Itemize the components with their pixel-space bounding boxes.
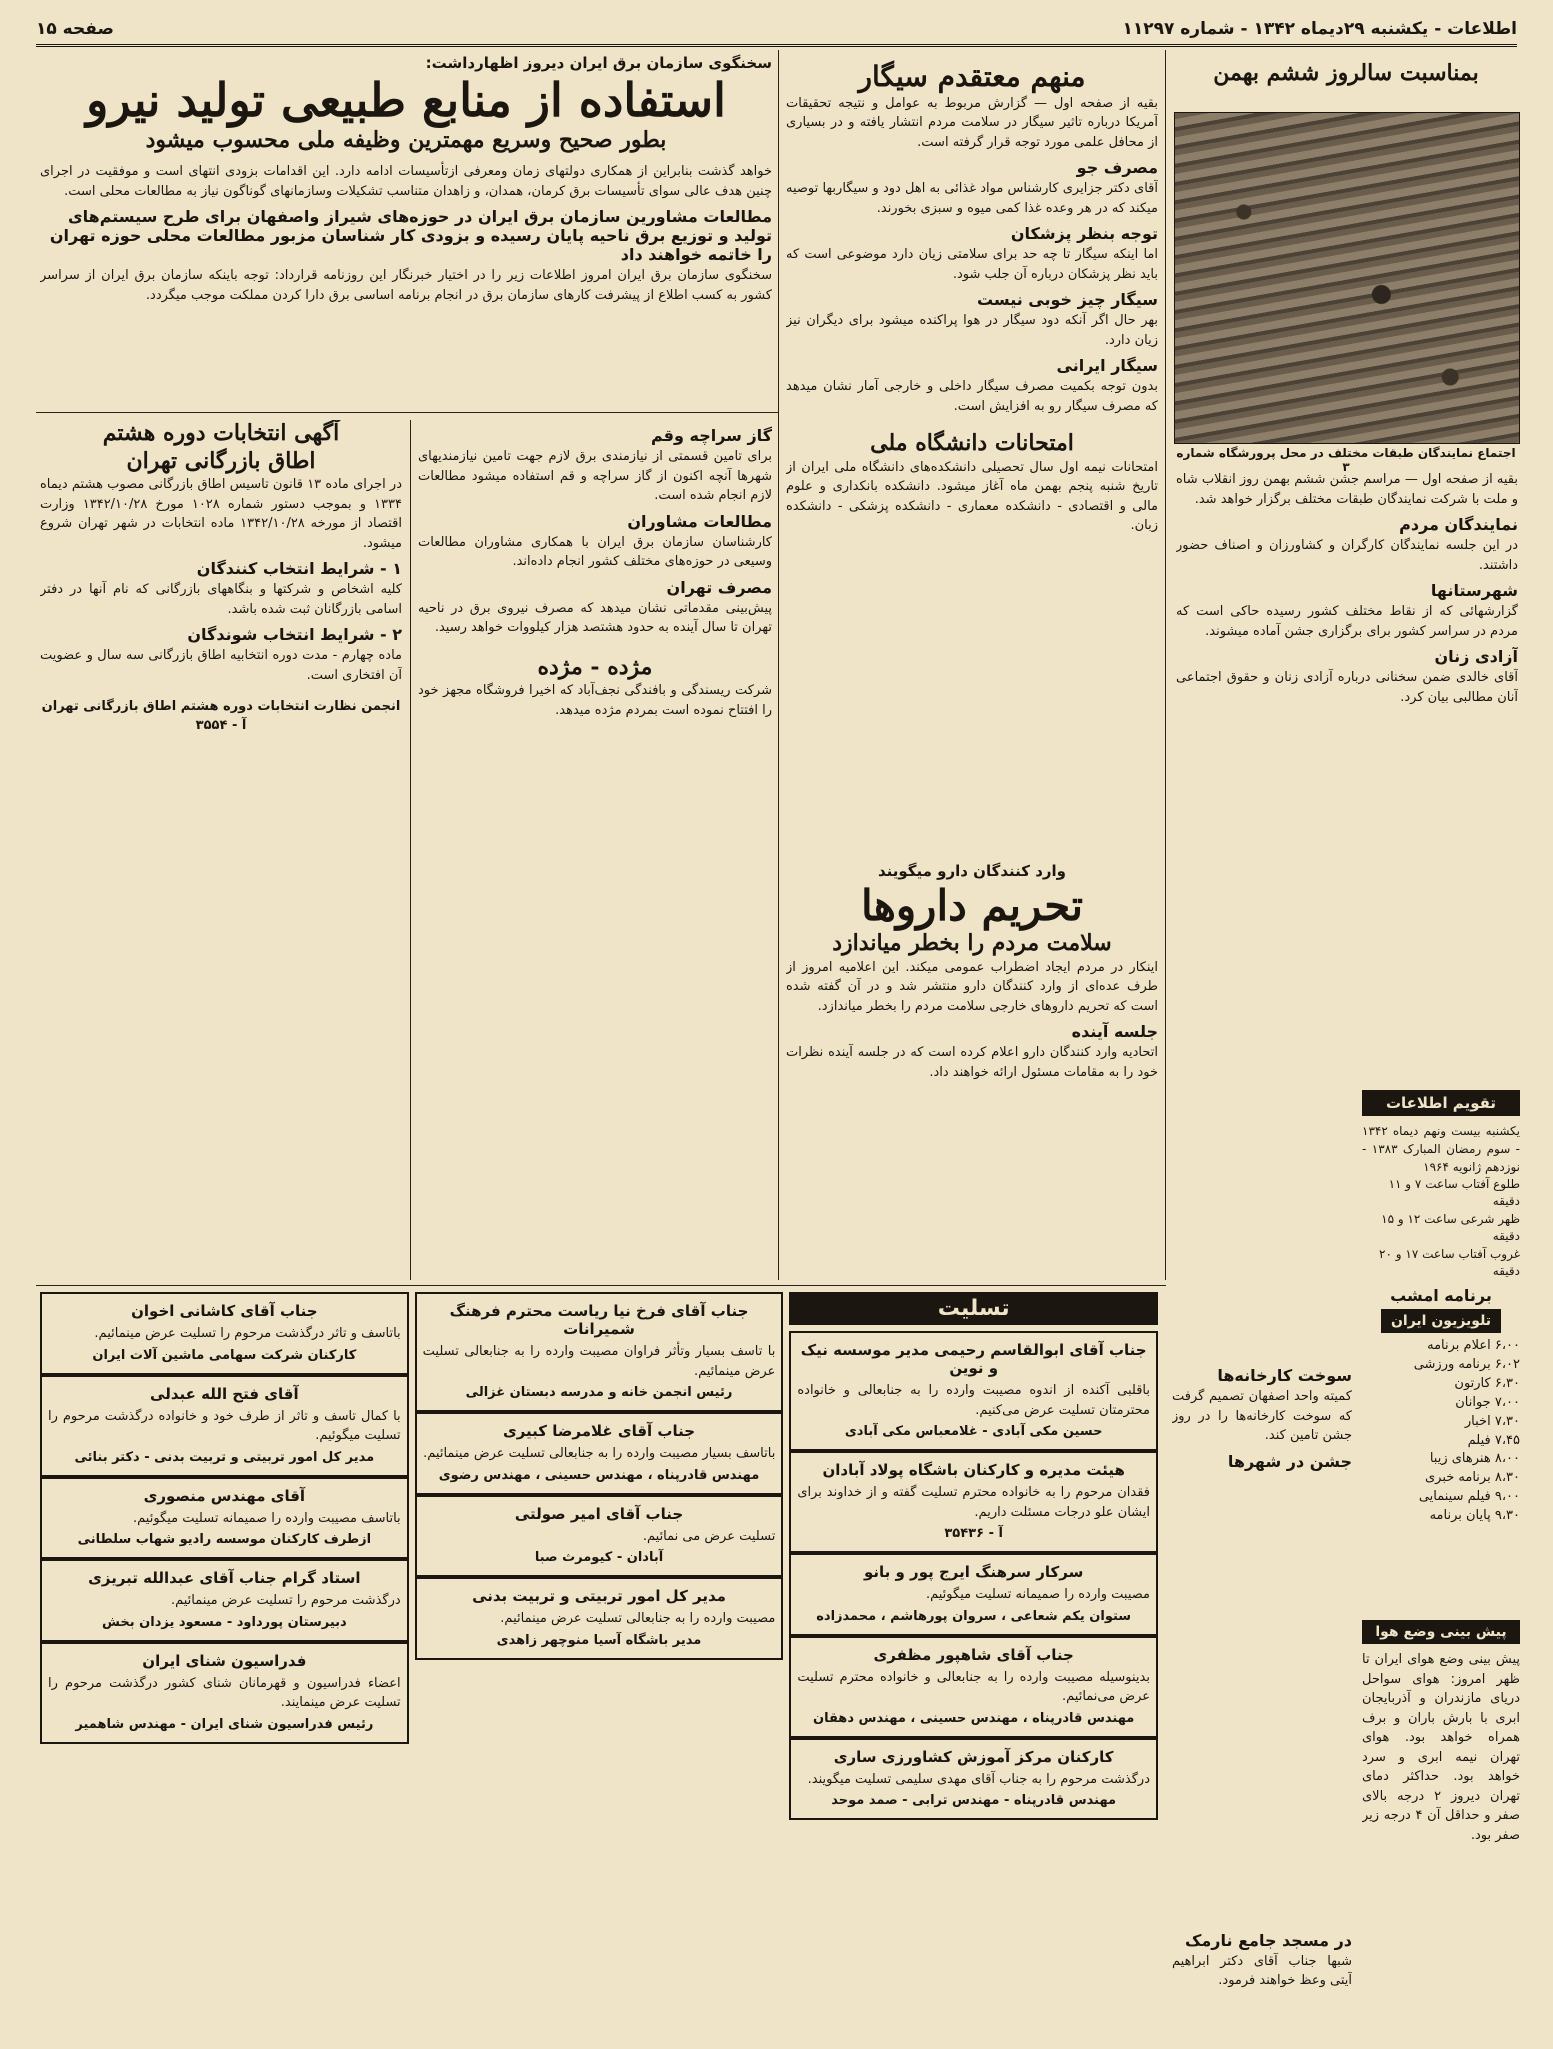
power-subhead: بطور صحیح وسریع مهمترین وظیفه ملی محسوب میشود xyxy=(145,126,667,153)
election-code: آ - ۳۵۵۴ xyxy=(195,718,247,733)
condolence-ad-title: آقای مهندس منصوری xyxy=(143,1486,306,1505)
mosque-title: در مسجد جامع نارمک xyxy=(1185,1930,1352,1950)
election-text: ماده چهارم - مدت دوره انتخابیه اطاق بازرگانی سه سال و عضویت آن افتخاری است. xyxy=(40,648,402,683)
tv-item: ۶،۰۰ اعلام برنامه xyxy=(1427,1338,1520,1354)
condolence-ad-text: مصیبت وارده را صمیمانه تسلیت میگوئیم. xyxy=(925,1587,1150,1602)
condolence-ad-sign: حسین مکی آبادی - غلامعباس مکی آبادی xyxy=(844,1424,1103,1439)
power-article-head xyxy=(40,52,772,412)
power-subhead-4: مصرف تهران xyxy=(666,577,772,597)
bahman-subhead: آزادی زنان xyxy=(1434,647,1518,666)
masthead xyxy=(36,14,1517,47)
condolence-ad-sign: ازطرف کارکنان موسسه رادیو شهاب سلطانی xyxy=(77,1532,372,1547)
mosque-text: شبها جناب آقای دکتر ابراهیم آیتی وعظ خواهند فرمود. xyxy=(1172,1953,1352,1988)
drugs-section: جلسه آینده xyxy=(1071,1022,1158,1042)
election-section: ۲ - شرایط انتخاب شوندگان xyxy=(187,625,402,644)
condolence-ad-sign: کارکنان شرکت سهامی ماشین آلات ایران xyxy=(92,1347,357,1363)
condolence-ad-text: با تاسف بسیار وتأثر فراوان مصیبت وارده را به جنابعالی تسلیت عرض مینمائیم. xyxy=(422,1344,776,1379)
cigarette-text: بدون توجه بکمیت مصرف سیگار داخلی و خارجی آمار نشان میدهد که مصرف سیگار رو به افزایش است. xyxy=(786,379,1158,414)
ceremony-photo xyxy=(1174,112,1520,444)
condolence-ad xyxy=(40,1375,409,1477)
tv-item: ۹،۰۰ فیلم سینمایی xyxy=(1418,1489,1520,1505)
power-subhead-3: مطالعات مشاوران xyxy=(627,511,772,531)
condolence-ad-sign: ستوان یکم شعاعی ، سروان پورهاشم ، محمدزاده xyxy=(816,1608,1132,1624)
condolence-ad-text: بدینوسیله مصیبت وارده را به جنابعالی و خانواده محترم تسلیت عرض می‌نمائیم. xyxy=(797,1669,1150,1704)
condolence-ad xyxy=(40,1292,409,1375)
exams-text: امتحانات نیمه اول سال تحصیلی دانشکده‌های دانشگاه ملی ایران از تاریخ شنبه پنجم بهمن ماه آغاز میشود. دانشکده بانکداری و علوم مالی و اقتصادی - دانشکده معماری - دانشکده پزشکی - دانشکده زبان. xyxy=(786,459,1158,534)
condolence-ad xyxy=(789,1331,1158,1451)
condolence-ad-text: باتاسف و تاثر درگذشت مرحوم را تسلیت عرض مینمائیم. xyxy=(94,1326,401,1341)
election-notice xyxy=(40,420,402,1280)
cigarette-text: بقیه از صفحه اول — گزارش مربوط به عوامل و نتیجه تحقیقات آمریکا درباره تاثیر سیگار در سلامت مردم انتشار یافته و در بسیاری از محافل علمی مورد توجه قرار گرفته است. xyxy=(786,95,1158,150)
condolence-ad xyxy=(415,1292,784,1412)
condolence-ad-text: باتاسف مصیبت وارده را صمیمانه تسلیت میگوئیم. xyxy=(133,1510,401,1526)
power-article-body xyxy=(418,420,772,1280)
condolence-ad-text: تسلیت عرض می نمائیم. xyxy=(642,1528,776,1544)
calendar-time: ظهر شرعی ساعت ۱۲ و ۱۵ دقیقه xyxy=(1381,1211,1520,1244)
condolence-ad-sign: رئیس انجمن خانه و مدرسه دبستان غزالی xyxy=(465,1385,733,1400)
election-text: در اجرای ماده ۱۳ قانون تاسیس اطاق بازرگانی مصوب هشتم دیماه ۱۳۳۴ و بموجب دستور شماره ۱۰۲۸ مورخ ۱۳۴۲/۱۰/۲۸ وزارت اقتصاد از مورخه ۱۳۴۲/۱۰/۲۸ ماده انتخابات در شهر تهران شروع میشود. xyxy=(40,477,402,551)
condolence-ad-text: اعضاء فدراسیون و قهرمانان شنای کشور درگذشت مرحوم را تسلیت عرض مینمایند. xyxy=(48,1675,401,1710)
tv-item: ۸،۰۰ هنرهای زیبا xyxy=(1429,1451,1520,1467)
column-rule xyxy=(778,50,779,1280)
condolence-ad xyxy=(415,1412,784,1495)
masthead-page-number: صفحه ۱۵ xyxy=(36,19,114,39)
condolence-ad-text: باتاسف بسیار مصیبت وارده را به جنابعالی تسلیت عرض مینمائیم. xyxy=(423,1446,776,1461)
condolence-ad xyxy=(415,1577,784,1660)
cigarette-text: بهر حال اگر آنکه دود سیگار در هوا پراکنده میشود برای دیگران نیز زیان دارد. xyxy=(786,313,1158,348)
condolence-ad-sign: مهندس قادرپناه ، مهندس حسینی ، مهندس دهقان xyxy=(812,1710,1135,1726)
drugs-headline: تحریم داروها xyxy=(860,881,1084,930)
condolence-ad xyxy=(789,1553,1158,1636)
condolence-ad-text: با کمال تاسف و تاثر از طرف خود و خانواده درگذشت مرحوم را تسلیت میگوئیم. xyxy=(48,1408,401,1443)
drugs-text: اینکار در مردم ایجاد اضطراب عمومی میکند. این اعلامیه امروز از طرف عده‌ای از وارد کنندگان دارو منتشر شد و در آن گفته شده است که تحریم داروهای خارجی سلامت مردم را بخطر میاندازد. xyxy=(786,959,1158,1014)
condolence-ad-sign: رئیس فدراسیون شنای ایران - مهندس شاهمیر xyxy=(75,1716,374,1732)
drugs-subhead: سلامت مردم را بخطر میاندازد xyxy=(832,930,1112,957)
condolence-ad-sign: آبادان - کیومرث صبا xyxy=(534,1550,664,1565)
condolence-ad-title: جناب آقای شاهپور مظفری xyxy=(873,1645,1074,1664)
power-text: برای تامین قسمتی از نیازمندی برق لازم جهت تامین نیازمندیهای شهرها آنچه اکنون از گاز سراچه و قم استفاده میشود مطالعات لازم انجام شده است. xyxy=(418,449,772,503)
bahman-headline: بمناسبت سالروز ششم بهمن xyxy=(1213,60,1479,86)
condolence-ad-sign: مهندس قادرپناه ، مهندس حسینی ، مهندس رضوی xyxy=(438,1467,760,1483)
bahman-continued xyxy=(1172,1360,1352,2000)
condolence-ad-sign: دبیرستان پورداود - مسعود یزدان بخش xyxy=(101,1614,347,1630)
column-rule xyxy=(410,420,411,1280)
election-signature: انجمن نظارت انتخابات دوره هشتم اطاق بازرگانی تهران xyxy=(41,699,401,714)
calendar-date: یکشنبه بیست ونهم دیماه ۱۳۴۲ - سوم رمضان المبارک ۱۳۸۳ - نوزدهم ژانویه ۱۹۶۴ xyxy=(1362,1124,1520,1174)
condolence-ad-title: فدراسیون شنای ایران xyxy=(142,1651,307,1670)
cigarette-article xyxy=(786,60,1158,890)
tv-item: ۷،۰۰ جوانان xyxy=(1455,1394,1520,1410)
tv-item: ۷،۴۵ فیلم xyxy=(1467,1432,1520,1448)
cigarette-text: اما اینکه سیگار تا چه حد برای سلامتی زیان دارد موضوعی است که باید نظر پزشکان درباره آن جلب شود. xyxy=(786,247,1158,282)
condolence-ad xyxy=(40,1477,409,1560)
condolence-ad-title: هیئت مدیره و کارکنان باشگاه پولاد آبادان xyxy=(822,1461,1125,1479)
calendar-box xyxy=(1362,1090,1520,1610)
drugs-kicker: وارد کنندگان دارو میگویند xyxy=(877,862,1066,880)
condolence-ad-text: درگذشت مرحوم را به جناب آقای مهدی سلیمی تسلیت میگویند. xyxy=(807,1771,1150,1787)
cigarette-subhead: سیگار ایرانی xyxy=(1056,356,1158,376)
condolence-ad-title: مدیر کل امور تربیتی و تربیت بدنی xyxy=(472,1587,726,1605)
weather-box xyxy=(1362,1620,1520,2020)
weather-text: پیش بینی وضع هوای ایران تا ظهر امروز: هوای سواحل دریای مازندران و آذربایجان ابری با بارش باران و برف همراه خواهد بود. هوای تهران نیمه ابری و سرد خواهد بود. حداکثر دمای تهران دیروز ۲ درجه بالای صفر و حداقل آن ۴ درجه زیر صفر بود. xyxy=(1362,1652,1520,1843)
condolence-ad-sign: آ - ۳۵۴۳۶ xyxy=(944,1526,1003,1541)
power-kicker: سخنگوی سازمان برق ایران دیروز اظهارداشت: xyxy=(425,54,772,72)
photo-caption: اجتماع نمایندگان طبقات مختلف در محل پرورشگاه شماره ۳ xyxy=(1176,446,1516,474)
power-text: پیش‌بینی مقدماتی نشان میدهد که مصرف نیروی برق در ناحیه تهران تا سال آینده به حدود هشتصد هزار کیلووات خواهد رسید. xyxy=(418,600,772,635)
drugs-article xyxy=(786,860,1158,1280)
weather-title: پیش بینی وضع هوا xyxy=(1362,1620,1520,1644)
condolence-ad-text: فقدان مرحوم را به خانواده محترم تسلیت گفته و از خداوند برای ایشان علو درجات مسئلت داریم. xyxy=(797,1485,1150,1520)
condolence-ad-title: استاد گرام جناب آقای عبدالله تبریزی xyxy=(88,1569,361,1587)
calendar-time: غروب آفتاب ساعت ۱۷ و ۲۰ دقیقه xyxy=(1379,1246,1520,1278)
condolence-ad xyxy=(40,1642,409,1744)
condolence-ad-title: سرکار سرهنگ ایرج پور و بانو xyxy=(863,1563,1084,1581)
condolence-ad xyxy=(789,1738,1158,1821)
bahman-subhead: سوخت کارخانه‌ها xyxy=(1217,1366,1352,1385)
election-section: ۱ - شرایط انتخاب کنندگان xyxy=(196,559,402,578)
tv-item: ۸،۳۰ برنامه خبری xyxy=(1424,1470,1520,1486)
good-news-headline: مژده - مژده xyxy=(537,653,653,680)
condolence-ad-title: جناب آقای فرخ نیا ریاست محترم فرهنگ شمیرانات xyxy=(449,1302,749,1338)
power-text: سخنگوی سازمان برق ایران امروز اطلاعات زیر را در اختیار خبرنگار این روزنامه قرارداد: توجه باینکه سازمان برق ایران از سراسر کشور به کسب اطلاع از پیشرفت کارهای سازمان برق در انجام برنامه اساسی برق دارا کردن مملکت موجب میگردد. xyxy=(40,268,772,303)
bahman-text: در این جلسه نمایندگان کارگران و کشاورزان و اصناف حضور داشتند. xyxy=(1176,538,1518,573)
condolence-ad xyxy=(789,1451,1158,1553)
bahman-subhead: جشن در شهرها xyxy=(1227,1451,1352,1471)
condolence-ad-text: باقلبی آکنده از اندوه مصیبت وارده را به جنابعالی و خانواده محترمتان تسلیت عرض می‌کنیم. xyxy=(797,1383,1150,1418)
election-title: آگهی انتخابات دوره هشتم xyxy=(102,420,340,446)
condolence-ad-sign: مهندس قادرپناه - مهندس ترابی - صمد موحد xyxy=(831,1793,1117,1808)
condolence-ad-sign: مدیر باشگاه آسیا منوچهر زاهدی xyxy=(496,1632,702,1648)
power-text: کارشناسان سازمان برق ایران با همکاری مشاوران مطالعات وسیعی در حوزه‌های مختلف کشور انجام داده‌اند. xyxy=(418,534,772,569)
tv-item: ۷،۳۰ اخبار xyxy=(1464,1413,1520,1429)
bahman-subhead: شهرستانها xyxy=(1430,581,1518,600)
condolence-ad-text: درگذشت مرحوم را تسلیت عرض مینمائیم. xyxy=(170,1593,401,1608)
bahman-text: گزارشهائی که از نقاط مختلف کشور رسیده حاکی است که مردم در سراسر کشور برای برگزاری جشن آماده میشوند. xyxy=(1176,604,1518,639)
calendar-time: طلوع آفتاب ساعت ۷ و ۱۱ دقیقه xyxy=(1388,1177,1520,1209)
section-rule xyxy=(36,1285,1166,1286)
power-subhead-2: گاز سراچه وقم xyxy=(650,426,772,445)
bahman-text: کمیته واحد اصفهان تصمیم گرفت که سوخت کارخانه‌ها را در روز جشن تامین کند. xyxy=(1172,1389,1352,1443)
cigarette-subhead: سیگار چیز خوبی نیست xyxy=(976,290,1158,310)
section-rule xyxy=(36,412,778,413)
tv-item: ۶،۳۰ کارتون xyxy=(1454,1376,1520,1392)
tv-item: ۶،۰۲ برنامه ورزشی xyxy=(1413,1357,1520,1373)
cigarette-subhead: توجه بنظر پزشکان xyxy=(1010,224,1158,244)
masthead-issue: اطلاعات - یکشنبه ۲۹دیماه ۱۳۴۲ - شماره ۱۱۲۹۷ xyxy=(1122,19,1517,39)
tv-title: برنامه امشب xyxy=(1390,1286,1492,1306)
tv-item: ۹،۳۰ پایان برنامه xyxy=(1429,1507,1520,1523)
condolence-ad xyxy=(40,1559,409,1642)
condolence-ad-title: آقای فتح الله عبدلی xyxy=(150,1384,299,1403)
condolence-ad xyxy=(789,1636,1158,1738)
bahman-subhead: نمایندگان مردم xyxy=(1399,515,1518,534)
election-title: اطاق بازرگانی تهران xyxy=(126,447,316,474)
drugs-text: اتحادیه وارد کنندگان دارو اعلام کرده است که در جلسه آینده نظرات خود را به مقامات مسئول ارائه خواهند داد. xyxy=(786,1045,1158,1080)
bahman-text: آقای خالدی ضمن سخنانی درباره آزادی زنان و حقوق اجتماعی آنان مطالبی بیان کرد. xyxy=(1176,670,1518,705)
exams-headline: امتحانات دانشگاه ملی xyxy=(870,430,1074,457)
condolence-ad-sign: مدیر کل امور تربیتی و تربیت بدنی - دکتر بنائی xyxy=(74,1449,375,1465)
tv-logo: تلویزیون ایران xyxy=(1381,1309,1501,1333)
condolence-ad xyxy=(415,1495,784,1578)
power-subhead-1: مطالعات مشاورین سازمان برق ایران در حوزه‌های شیراز واصفهان برای طرح سیستم‌های تولید و توزیع برق ناحیه پایان رسیده و بزودی کار شناسان مزبور مطالعات محلی حوزه تهران را خاتمه خواهند داد xyxy=(49,207,772,265)
condolence-ad-title: جناب آقای غلامرضا کبیری xyxy=(502,1422,696,1440)
condolence-ad-title: کارکنان مرکز آموزش کشاورزی ساری xyxy=(833,1747,1114,1766)
good-news-text: شرکت ریسندگی و بافندگی نجف‌آباد که اخیرا فروشگاه مجهز خود را افتتاح نموده است بمردم مژده میدهد. xyxy=(418,683,772,718)
condolence-ad-title: جناب آقای کاشانی اخوان xyxy=(131,1302,318,1320)
cigarette-text: آقای دکتر جزایری کارشناس مواد غذائی به اهل دود و سیگاربها توصیه میکند که در هر وعده غذا کمی میوه و سبزی بخورند. xyxy=(786,181,1158,216)
power-headline: استفاده از منابع طبیعی تولید نیرو xyxy=(86,73,726,127)
power-text: خواهد گذشت بنابراین از همکاری دولتهای زمان ومعرفی ازتأسیسات ادامه دارد. این اقدامات بزودی انتهای است و موفقیت در اجرای چنین هدف عالی سوای تأسیسات برق کرمان، همدان، و زاهدان متناسب تشکیلات وسازمانهای گوناگون نیاز به مطالعات محلی است. xyxy=(40,164,772,199)
condolence-banner: تسلیت xyxy=(789,1292,1158,1325)
cigarette-subhead: مصرف جو xyxy=(1076,158,1158,178)
bahman-text: بقیه از صفحه اول — مراسم جشن ششم بهمن روز انقلاب شاه و ملت با شرکت نمایندگان طبقات مختلف برگزار خواهد شد. xyxy=(1176,472,1518,507)
condolence-section xyxy=(40,1292,1158,2034)
election-text: کلیه اشخاص و شرکتها و بنگاههای بازرگانی که نام آنها در دفتر اسامی بازرگانان ثبت شده باشد. xyxy=(40,582,402,617)
condolence-ad-title: جناب آقای ابوالقاسم رحیمی مدیر موسسه نیک و نوین xyxy=(800,1341,1147,1377)
condolence-ad-title: جناب آقای امیر صولتی xyxy=(514,1504,684,1523)
cigarette-headline: منهم معتقدم سیگار xyxy=(858,60,1086,93)
column-rule xyxy=(1165,50,1166,1280)
calendar-title: تقویم اطلاعات xyxy=(1362,1090,1520,1116)
condolence-ad-text: مصیبت وارده را به جنابعالی تسلیت عرض مینمائیم. xyxy=(500,1611,776,1626)
